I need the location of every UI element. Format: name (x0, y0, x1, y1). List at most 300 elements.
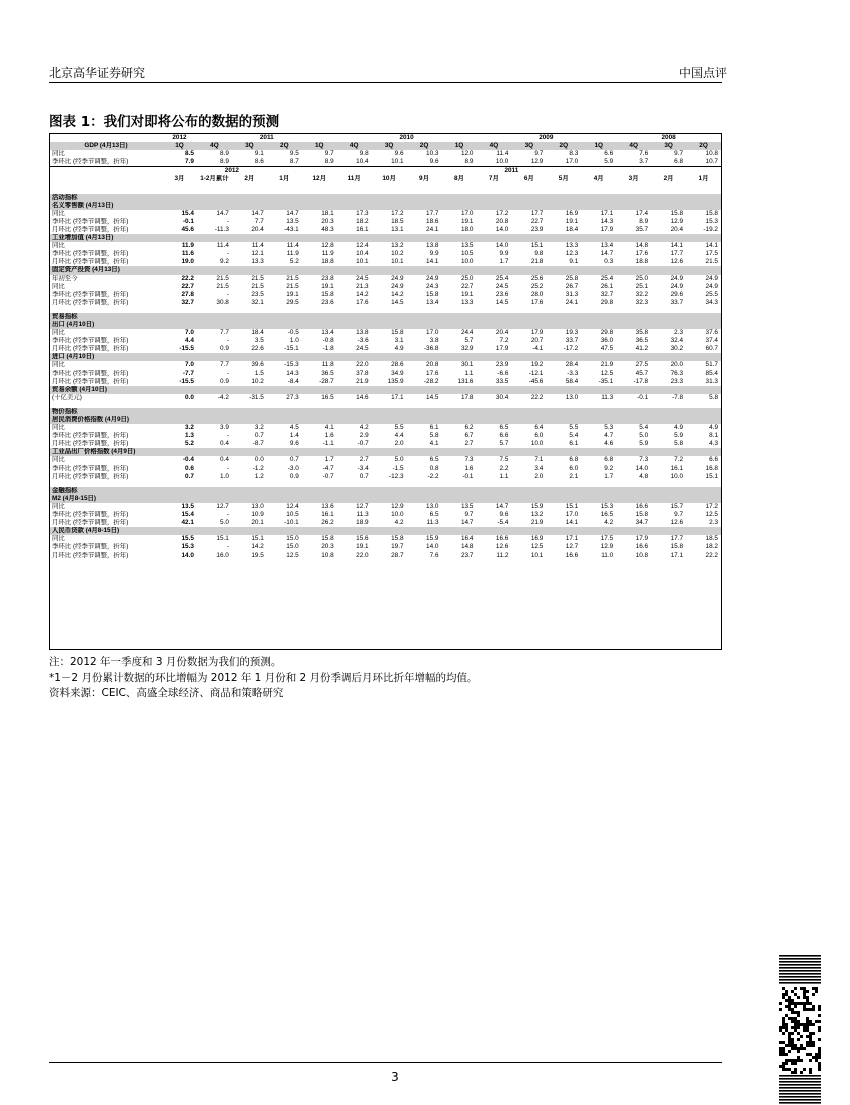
row-label: 月环比 (经季节调整，折年) (52, 225, 129, 233)
month-label: 10月 (382, 175, 396, 183)
row-label: 季环比 (经季节调整，折年) (52, 217, 129, 225)
table-cell: 20.3 (321, 217, 334, 225)
table-cell: 14.5 (391, 298, 404, 306)
monthly-year-label: 2012 (162, 167, 302, 176)
table-cell: -8.7 (252, 440, 264, 448)
gdp-year-label: 2011 (259, 134, 274, 141)
table-cell: 2.3 (709, 519, 718, 527)
table-cell: 7.5 (499, 456, 509, 464)
table-cell: 22.2 (530, 393, 544, 401)
table-cell: -36.8 (423, 345, 439, 353)
table-cell: 12.7 (565, 543, 579, 551)
table-cell: 9.6 (289, 440, 299, 448)
gdp-quarter-label: 1Q (302, 142, 337, 150)
table-cell: 13.5 (286, 217, 299, 225)
row-label: 季环比 (经季节调整，折年) (52, 369, 129, 377)
table-cell: - (226, 432, 229, 440)
table-cell: 1.7 (499, 258, 509, 266)
table-cell: 15.0 (286, 543, 299, 551)
table-cell: 14.6 (356, 393, 369, 401)
table-cell: 17.1 (391, 393, 404, 401)
table-cell: 4.3 (709, 440, 718, 448)
qr-barcode-graphic (779, 955, 821, 1105)
table-cell: 7.7 (219, 329, 229, 337)
table-cell: 18.2 (705, 543, 718, 551)
table-cell: 13.5 (181, 502, 194, 510)
gdp-quarter-label: 2Q (546, 142, 581, 150)
table-cell: 32.7 (181, 298, 194, 306)
table-cell: 4.9 (674, 424, 684, 432)
table-cell: 19.0 (181, 258, 194, 266)
table-cell: 7.1 (534, 456, 544, 464)
table-cell: 34.3 (705, 298, 718, 306)
table-cell: 1.0 (219, 472, 229, 480)
table-cell: 4.1 (324, 424, 334, 432)
table-cell: -15.1 (284, 345, 299, 353)
table-cell: 1.0 (289, 337, 299, 345)
table-cell: -43.1 (284, 225, 299, 233)
table-cell: 17.2 (391, 209, 404, 217)
table-cell: 19.1 (321, 282, 334, 290)
table-cell: 5.0 (394, 456, 404, 464)
table-cell: 131.6 (457, 377, 474, 385)
table-cell: -10.1 (284, 519, 299, 527)
subsection-header-row (50, 321, 721, 329)
table-cell: 22.7 (530, 217, 544, 225)
table-cell: 7.0 (185, 329, 194, 337)
gdp-quarter-label: 3Q (232, 142, 267, 150)
table-cell: 12.9 (530, 158, 544, 166)
table-cell: 39.6 (251, 361, 264, 369)
table-cell: 6.6 (499, 432, 509, 440)
table-cell: - (226, 464, 229, 472)
table-cell: 17.9 (495, 345, 509, 353)
table-cell: -0.7 (322, 472, 334, 480)
table-cell: 0.3 (604, 258, 614, 266)
forecast-table (50, 134, 721, 560)
subsection-title: 出口 (4月10日) (50, 321, 721, 329)
table-cell: 17.1 (670, 551, 684, 559)
table-cell: 25.8 (565, 274, 579, 282)
table-cell: 2.0 (534, 472, 544, 480)
table-cell: 12.5 (705, 511, 718, 519)
table-cell: 10.0 (670, 472, 684, 480)
table-cell: 10.2 (251, 377, 264, 385)
table-cell: 17.2 (705, 502, 718, 510)
table-cell: 15.9 (530, 502, 544, 510)
table-cell: 23.8 (321, 274, 334, 282)
table-cell: 3.4 (534, 464, 544, 472)
row-label: 月环比 (经季节调整，折年) (52, 472, 129, 480)
table-cell: -28.2 (423, 377, 439, 385)
table-cell: 11.6 (181, 250, 194, 258)
subsection-title: 工业增加值 (4月13日) (50, 234, 721, 242)
table-cell: 9.2 (604, 464, 614, 472)
table-cell: 19.3 (565, 329, 579, 337)
table-cell: 10.3 (426, 150, 439, 158)
table-cell: 30.2 (670, 345, 684, 353)
table-cell: 15.8 (635, 511, 649, 519)
table-cell: 13.8 (356, 329, 369, 337)
table-cell: 9.6 (394, 150, 404, 158)
table-cell: - (226, 217, 229, 225)
table-cell: 26.1 (600, 282, 614, 290)
subsection-title: 人民币贷款 (4月8-15日) (50, 527, 721, 535)
table-cell: 4.2 (394, 519, 404, 527)
table-cell: 17.8 (460, 393, 474, 401)
table-cell: 16.4 (460, 535, 474, 543)
table-cell: 11.9 (286, 250, 299, 258)
gdp-quarter-label: 4Q (616, 142, 651, 150)
table-cell: 10.8 (705, 150, 718, 158)
table-row (50, 378, 721, 386)
subsection-title: M2 (4月8-15日) (50, 495, 721, 503)
month-label: 11月 (347, 175, 361, 183)
table-cell: 4.1 (429, 440, 439, 448)
table-cell: 22.2 (705, 551, 718, 559)
table-cell: 23.9 (530, 225, 544, 233)
table-cell: -15.5 (179, 345, 194, 353)
table-cell: 6.7 (464, 432, 474, 440)
table-cell: 10.1 (356, 258, 369, 266)
table-cell: 6.0 (569, 464, 579, 472)
table-cell: 15.3 (181, 543, 194, 551)
month-label: 8月 (453, 175, 464, 183)
table-cell: 3.8 (429, 337, 439, 345)
table-row (50, 158, 721, 167)
table-cell: 17.2 (495, 209, 509, 217)
table-cell: 15.8 (321, 290, 334, 298)
table-cell: 1.4 (289, 432, 299, 440)
table-cell: 22.7 (181, 282, 194, 290)
table-cell: 27.3 (286, 393, 299, 401)
table-row (50, 465, 721, 473)
table-cell: 0.6 (185, 464, 194, 472)
table-cell: 30.8 (216, 298, 229, 306)
table-cell: -4.7 (322, 464, 334, 472)
table-cell: 9.7 (674, 150, 684, 158)
table-cell: 36.0 (600, 337, 614, 345)
table-cell: 32.3 (635, 298, 649, 306)
section-header-row (50, 313, 721, 321)
spacer (50, 184, 721, 194)
section-header-row (50, 487, 721, 495)
table-cell: 15.4 (181, 511, 194, 519)
table-cell: 5.5 (394, 424, 404, 432)
table-cell: 12.9 (670, 217, 684, 225)
table-cell: 25.5 (705, 290, 718, 298)
table-cell: 13.0 (426, 502, 439, 510)
table-cell: 5.9 (604, 158, 614, 166)
table-cell: 7.7 (254, 217, 264, 225)
table-row (50, 511, 721, 519)
table-cell: 17.6 (635, 250, 649, 258)
table-cell: 17.9 (635, 535, 649, 543)
table-cell: 19.5 (251, 551, 264, 559)
table-cell: 16.8 (705, 464, 718, 472)
table-cell: 29.8 (600, 298, 614, 306)
table-cell: 18.6 (426, 217, 439, 225)
table-cell: 21.9 (530, 519, 544, 527)
table-cell: 25.6 (530, 274, 544, 282)
row-label: 月环比 (经季节调整，折年) (52, 258, 129, 266)
month-label: 1-2月累计 (200, 175, 229, 183)
table-cell: 0.8 (429, 464, 439, 472)
table-cell: 14.3 (600, 217, 614, 225)
table-cell: 32.7 (600, 290, 614, 298)
table-row (50, 242, 721, 250)
table-cell: 21.5 (216, 282, 229, 290)
table-cell: -5.4 (497, 519, 509, 527)
table-cell: 18.0 (460, 225, 474, 233)
table-cell: -45.6 (528, 377, 544, 385)
table-cell: 15.6 (356, 535, 369, 543)
table-cell: 17.0 (426, 329, 439, 337)
month-label: 9月 (419, 175, 429, 183)
table-cell: 17.7 (670, 250, 684, 258)
table-cell: 14.2 (251, 543, 264, 551)
table-cell: 29.6 (670, 290, 684, 298)
row-label: 同比 (52, 150, 65, 158)
table-cell: 7.9 (185, 158, 194, 166)
table-cell: -35.1 (598, 377, 614, 385)
table-cell: 30.1 (460, 361, 474, 369)
table-cell: 21.9 (600, 361, 614, 369)
table-cell: 0.4 (219, 440, 229, 448)
subsection-title: 居民消费价格指数 (4月9日) (50, 416, 721, 424)
row-label: 同比 (52, 456, 65, 464)
table-cell: 11.0 (601, 551, 614, 559)
table-cell: 12.5 (530, 543, 544, 551)
table-cell: 15.8 (426, 290, 439, 298)
table-cell: -1.1 (322, 440, 334, 448)
section-header-row (50, 408, 721, 416)
table-cell: 14.7 (495, 502, 509, 510)
table-cell: 21.8 (530, 258, 544, 266)
table-cell: 18.1 (321, 209, 334, 217)
table-cell: 8.5 (185, 150, 194, 158)
table-cell: 17.3 (356, 209, 369, 217)
table-cell: 11.3 (356, 511, 369, 519)
table-cell: 9.8 (359, 150, 369, 158)
table-cell: 14.7 (460, 519, 474, 527)
table-cell: 4.4 (394, 432, 404, 440)
notes-block (49, 655, 478, 702)
table-cell: 32.2 (635, 290, 649, 298)
table-cell: 10.0 (530, 440, 544, 448)
table-cell: 25.0 (460, 274, 474, 282)
gdp-quarter-label: 1Q (581, 142, 616, 150)
table-cell: 13.5 (460, 502, 474, 510)
table-cell: 10.0 (391, 511, 404, 519)
table-row (50, 275, 721, 283)
table-cell: 16.6 (565, 551, 579, 559)
table-cell: -17.2 (563, 345, 579, 353)
row-label: 年初至今 (52, 274, 78, 282)
table-cell: 4.9 (709, 424, 718, 432)
table-cell: 1.3 (185, 432, 194, 440)
table-cell: 2.0 (394, 440, 404, 448)
table-cell: 15.1 (530, 242, 544, 250)
table-cell: 4.6 (604, 440, 614, 448)
table-cell: 12.0 (460, 150, 474, 158)
subsection-header-row (50, 202, 721, 210)
table-cell: 7.3 (639, 456, 649, 464)
table-cell: 17.7 (426, 209, 439, 217)
table-cell: 17.7 (530, 209, 544, 217)
table-cell: 37.6 (705, 329, 718, 337)
table-cell: 12.6 (495, 543, 509, 551)
table-cell: -4.1 (532, 345, 544, 353)
table-cell: -0.1 (462, 472, 474, 480)
table-cell: 15.1 (705, 472, 718, 480)
table-cell: 14.5 (426, 393, 439, 401)
table-cell: 18.9 (356, 519, 369, 527)
table-cell: 20.4 (495, 329, 509, 337)
forecast-table-frame (49, 133, 722, 650)
table-row (50, 440, 721, 448)
table-cell: 17.1 (565, 535, 579, 543)
table-cell: 34.9 (391, 369, 404, 377)
table-cell: 9.2 (219, 258, 229, 266)
table-cell: 2.7 (359, 456, 369, 464)
subsection-title: 名义零售额 (4月13日) (50, 202, 721, 210)
table-cell: 2.7 (464, 440, 474, 448)
table-cell: -0.1 (182, 217, 194, 225)
table-cell: 5.8 (709, 393, 718, 401)
gdp-quarter-label: 1Q (442, 142, 477, 150)
table-cell: 18.4 (565, 225, 579, 233)
row-label: 季环比 (经季节调整，折年) (52, 290, 129, 298)
table-cell: 17.1 (600, 209, 614, 217)
table-cell: 20.3 (321, 543, 334, 551)
table-cell: 26.2 (321, 519, 334, 527)
table-cell: 33.7 (670, 298, 684, 306)
table-cell: 15.5 (181, 535, 194, 543)
table-cell: 34.7 (635, 519, 649, 527)
table-cell: 13.0 (251, 502, 264, 510)
table-cell: 6.8 (674, 158, 684, 166)
table-cell: 33.5 (495, 377, 509, 385)
table-cell: 1.6 (464, 464, 474, 472)
table-cell: 28.7 (391, 551, 404, 559)
table-cell: 5.3 (604, 424, 614, 432)
row-label: 季环比 (经季节调整，折年) (52, 432, 129, 440)
table-cell: 22.6 (251, 345, 264, 353)
month-label: 2月 (244, 175, 255, 183)
row-label: 月环比 (经季节调整，折年) (52, 298, 129, 306)
table-cell: 8.9 (219, 158, 229, 166)
table-cell: -4.2 (217, 393, 229, 401)
table-cell: 12.9 (600, 543, 614, 551)
table-row (50, 552, 721, 560)
table-cell: 4.2 (604, 519, 614, 527)
table-cell: 3.5 (254, 337, 264, 345)
table-cell: 21.3 (356, 282, 369, 290)
table-cell: 11.9 (181, 242, 194, 250)
table-cell: 10.4 (356, 158, 369, 166)
subsection-header-row (50, 495, 721, 503)
table-cell: 19.1 (460, 290, 474, 298)
table-cell: 14.8 (635, 242, 649, 250)
table-cell: 17.0 (460, 209, 474, 217)
table-cell: 18.2 (356, 217, 369, 225)
table-cell: 21.5 (286, 282, 299, 290)
table-cell: -28.7 (319, 377, 334, 385)
table-cell: 10.0 (460, 258, 474, 266)
table-cell: 25.0 (635, 274, 649, 282)
table-cell: 13.6 (321, 502, 334, 510)
table-cell: 3.7 (639, 158, 649, 166)
table-cell: 23.9 (495, 361, 509, 369)
table-cell: -15.5 (179, 377, 194, 385)
table-cell: 23.3 (670, 377, 684, 385)
table-cell: 3.2 (254, 424, 264, 432)
table-cell: 17.4 (635, 209, 649, 217)
table-cell: 12.6 (670, 258, 684, 266)
table-cell: 37.8 (356, 369, 369, 377)
table-cell: 4.5 (289, 424, 299, 432)
table-row (50, 519, 721, 527)
table-cell: 25.2 (530, 282, 544, 290)
table-cell: 23.5 (251, 290, 264, 298)
table-cell: 5.8 (674, 440, 684, 448)
table-cell: 15.7 (670, 502, 684, 510)
table-cell: 16.6 (635, 502, 649, 510)
table-cell: 9.7 (674, 511, 684, 519)
row-label: 同比 (52, 535, 65, 543)
section-title: 活动指标 (50, 194, 721, 202)
table-cell: 13.4 (600, 242, 614, 250)
table-cell: 24.9 (705, 282, 718, 290)
monthly-year-header-row (50, 167, 721, 176)
table-cell: 5.7 (464, 337, 474, 345)
table-cell: 15.4 (181, 209, 194, 217)
row-label: 同比 (52, 329, 65, 337)
table-cell: 5.0 (639, 432, 649, 440)
table-row (50, 150, 721, 158)
table-cell: 28.6 (391, 361, 404, 369)
table-cell: 24.5 (356, 345, 369, 353)
gdp-year-header-row (50, 134, 721, 142)
monthly-month-header-row (50, 175, 721, 183)
table-cell: 14.1 (565, 519, 579, 527)
table-cell: 16.9 (530, 535, 544, 543)
table-cell: 17.6 (426, 369, 439, 377)
table-cell: 0.9 (219, 345, 229, 353)
table-cell: 28.0 (530, 290, 544, 298)
table-cell: 7.0 (185, 361, 194, 369)
table-cell: 76.3 (670, 369, 684, 377)
table-cell: 6.8 (569, 456, 579, 464)
subsection-header-row (50, 386, 721, 394)
table-cell: 10.1 (391, 258, 404, 266)
table-cell: 24.9 (426, 274, 439, 282)
table-cell: 8.9 (464, 158, 474, 166)
table-cell: 1.7 (604, 472, 614, 480)
table-cell: 17.9 (600, 225, 614, 233)
month-label: 12月 (312, 175, 326, 183)
table-cell: 6.1 (429, 424, 439, 432)
row-label: 同比 (52, 242, 65, 250)
table-cell: 1.6 (324, 432, 334, 440)
subsection-title: 贸易余额 (4月10日) (50, 386, 721, 394)
table-cell: 5.0 (219, 519, 229, 527)
table-cell: 20.8 (426, 361, 439, 369)
subsection-title: 固定资产投资 (4月13日) (50, 266, 721, 274)
table-cell: 24.9 (670, 282, 684, 290)
table-cell: 24.9 (670, 274, 684, 282)
